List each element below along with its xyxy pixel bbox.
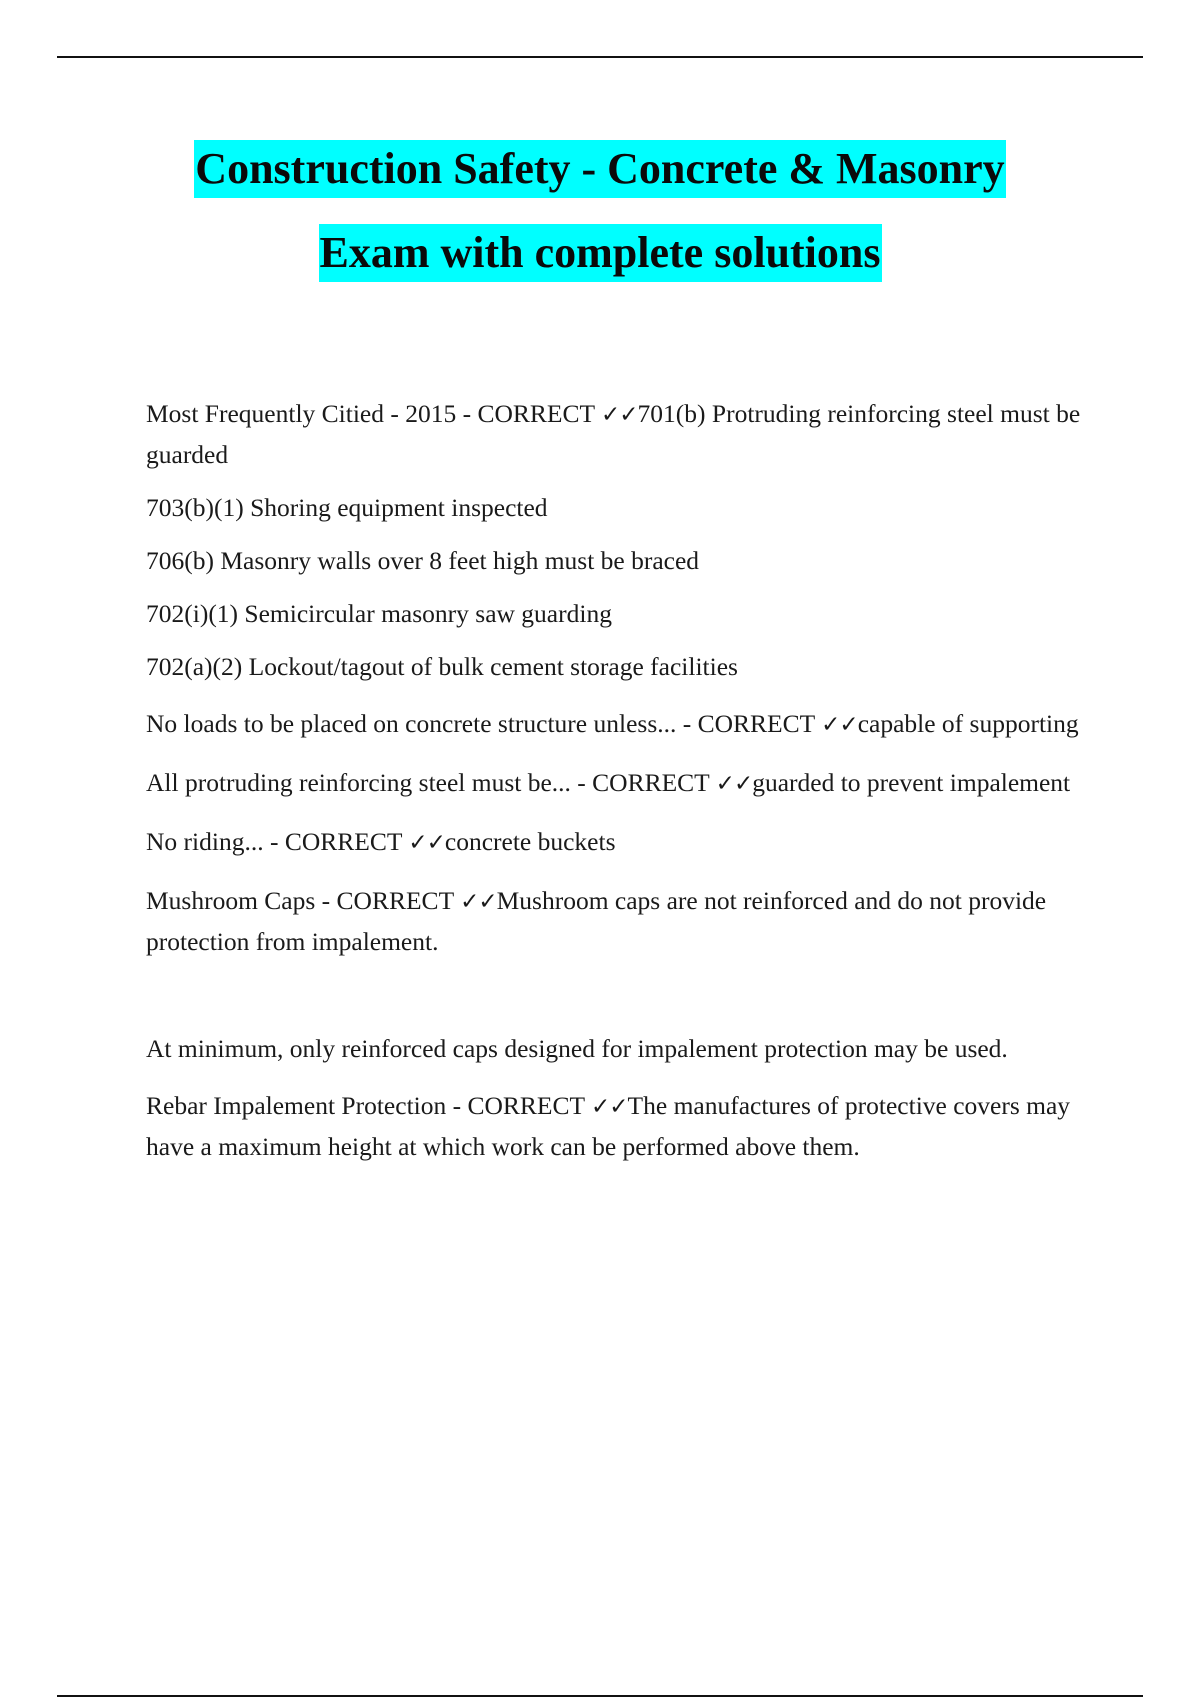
entry-11: [146, 1086, 1086, 1166]
entry-9-answer: Mushroom caps are not reinforced and do not provide protection from impalement.: [146, 886, 1047, 956]
entry-8: [146, 822, 1086, 863]
entry-11-answer: The manufactures of protective covers may have a maximum height at which work can be performed above them.: [146, 1091, 1071, 1161]
entry-4: 702(i)(1) Semicircular masonry saw guarding: [146, 599, 612, 628]
entry-1: [146, 394, 1086, 474]
entry-7: [146, 763, 1086, 804]
entry-11-question: Rebar Impalement Protection - CORRECT: [146, 1091, 591, 1120]
entry-9-question: Mushroom Caps - CORRECT: [146, 886, 461, 915]
entry-8-question: No riding... - CORRECT: [146, 827, 409, 856]
double-check-icon: ✓✓: [601, 402, 638, 428]
title-text-1: Construction Safety - Concrete & Masonry: [194, 140, 1005, 198]
entry-5: 702(a)(2) Lockout/tagout of bulk cement storage facilities: [146, 652, 738, 681]
document-title: [0, 140, 1200, 308]
top-rule: [57, 56, 1143, 58]
entry-10: At minimum, only reinforced caps designed for impalement protection may be used.: [146, 1034, 1008, 1063]
entry-1-answer: 701(b) Protruding reinforcing steel must be guarded: [146, 399, 1081, 469]
entry-6: [146, 704, 1086, 745]
title-line-1: [0, 140, 1200, 224]
entry-7-answer: guarded to prevent impalement: [752, 768, 1071, 797]
entry-8-answer: concrete buckets: [444, 827, 616, 856]
entry-6-question: No loads to be placed on concrete structure unless... - CORRECT: [146, 709, 822, 738]
double-check-icon: ✓✓: [715, 771, 753, 797]
double-check-icon: ✓✓: [408, 830, 445, 856]
entry-7-question: All protruding reinforcing steel must be... - CORRECT: [146, 768, 716, 797]
entry-2: 703(b)(1) Shoring equipment inspected: [146, 493, 548, 522]
double-check-icon: ✓✓: [591, 1094, 628, 1120]
entry-1-question: Most Frequently Citied - 2015 - CORRECT: [146, 399, 601, 428]
double-check-icon: ✓✓: [821, 712, 858, 738]
title-text-2: Exam with complete solutions: [319, 224, 882, 282]
bottom-rule: [57, 1695, 1143, 1697]
entry-9: [146, 881, 1086, 961]
entry-6-answer: capable of supporting: [857, 709, 1079, 738]
entry-3: 706(b) Masonry walls over 8 feet high must be braced: [146, 546, 700, 575]
title-line-2: [0, 224, 1200, 308]
double-check-icon: ✓✓: [460, 889, 497, 915]
document-body: [146, 394, 1086, 1166]
